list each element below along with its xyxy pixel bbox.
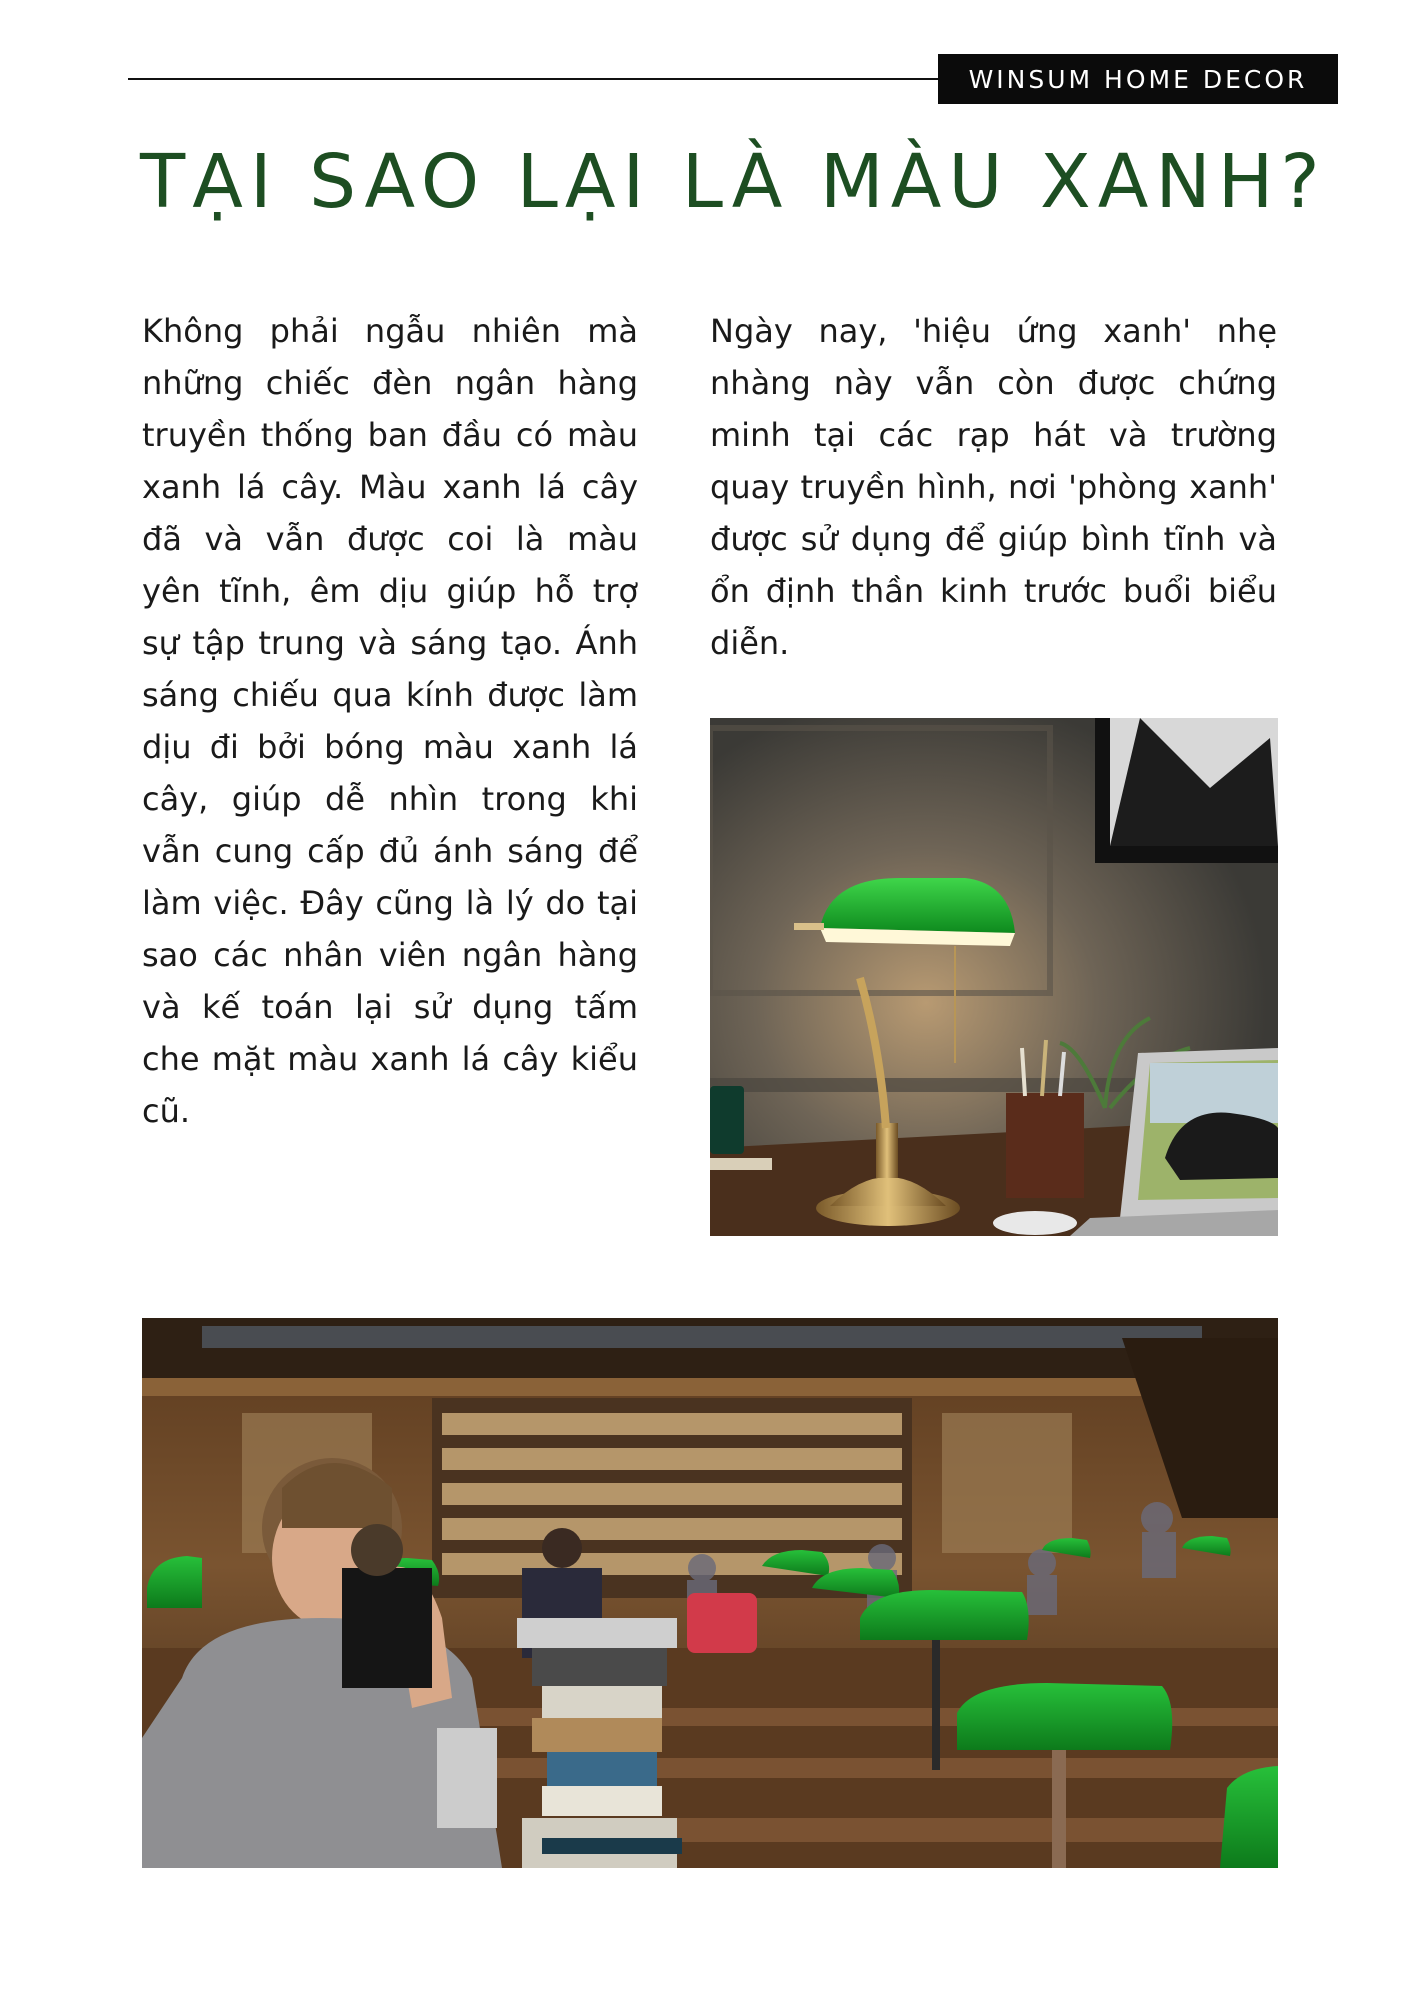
paragraph-right: Ngày nay, 'hiệu ứng xanh' nhẹ nhàng này vẫn còn được chứng minh tại các rạp hát và trường quay truyền hình, nơi 'phòng xanh' được sử dụng để giúp bình tĩnh và ổn định thần kinh trước buổi biểu diễn. [710, 312, 1277, 662]
page-title: TẠI SAO LẠI LÀ MÀU XANH? [140, 139, 1327, 225]
bankers-lamp-photo [710, 718, 1278, 1236]
paragraph-left: Không phải ngẫu nhiên mà những chiếc đèn ngân hàng truyền thống ban đầu có màu xanh lá cây. Màu xanh lá cây đã và vẫn được coi là màu yên tĩnh, êm dịu giúp hỗ trợ sự tập trung và sáng tạo. Ánh sáng chiếu qua kính được làm dịu đi bởi bóng màu xanh lá cây, giúp dễ nhìn trong khi vẫn cung cấp đủ ánh sáng để làm việc. Đây cũng là lý do tại sao các nhân viên ngân hàng và kế toán lại sử dụng tấm che mặt màu xanh lá cây kiểu cũ. [142, 312, 638, 1130]
header-rule [128, 78, 938, 80]
library-reading-room-photo [142, 1318, 1278, 1868]
brand-label: WINSUM HOME DECOR [938, 54, 1338, 104]
